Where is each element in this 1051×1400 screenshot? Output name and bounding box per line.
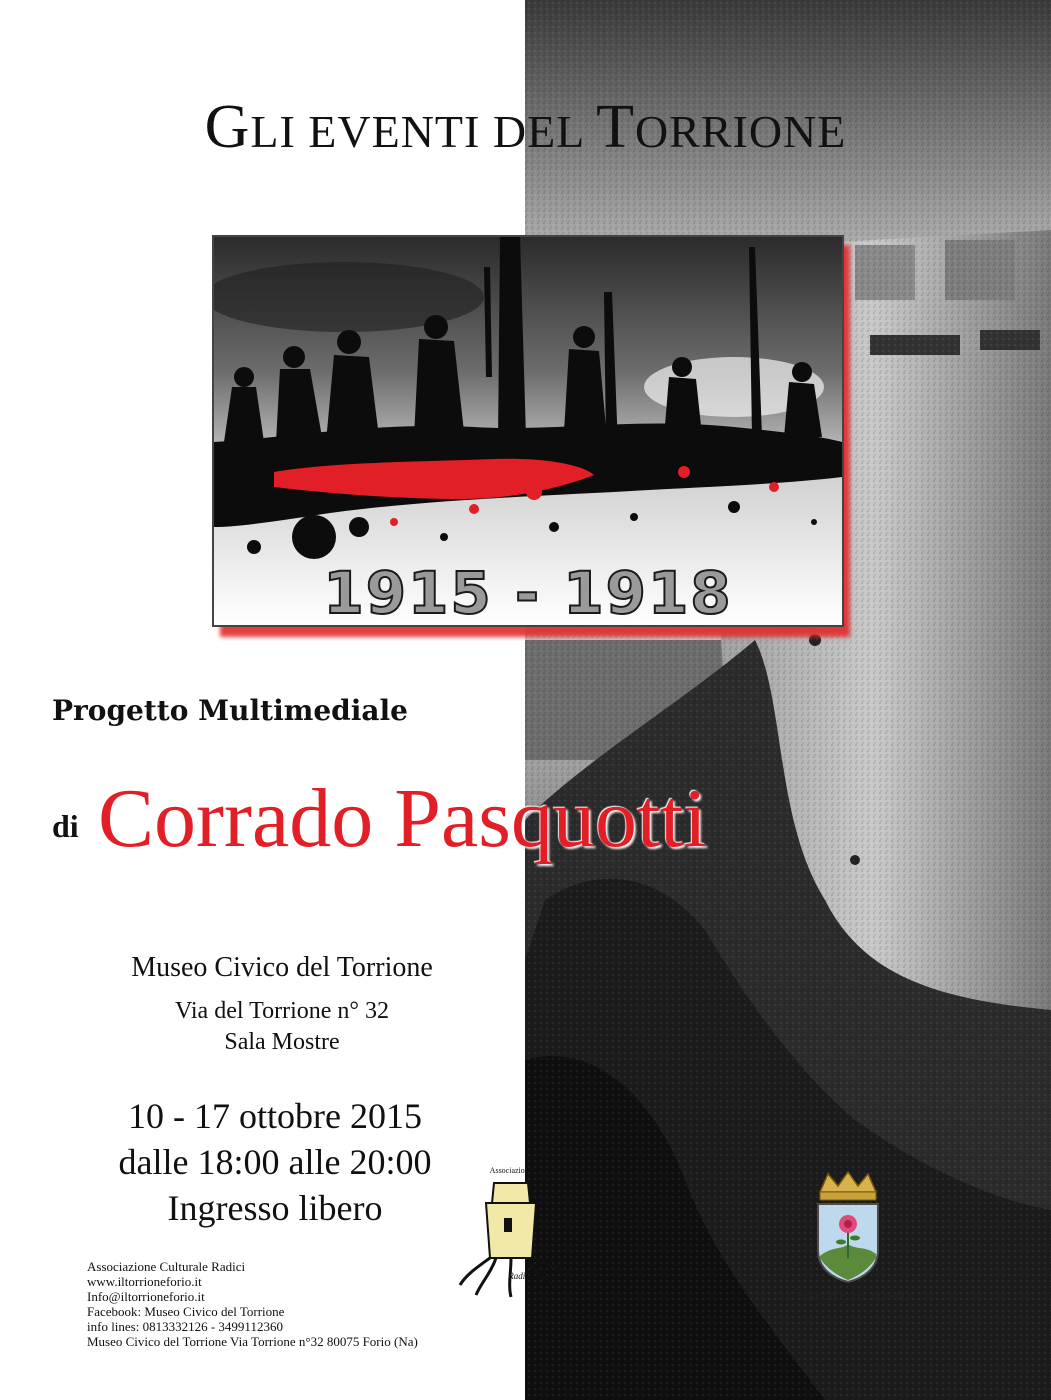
years-label: 1915 - 1918 [323, 559, 733, 627]
venue-name: Museo Civico del Torrione [131, 952, 433, 983]
comune-label: COMUNE DI FORIO [788, 1288, 912, 1303]
comune-coat-of-arms-icon [808, 1170, 888, 1285]
contact-facebook: Facebook: Museo Civico del Torrione [87, 1304, 285, 1319]
war-illustration-frame [212, 235, 844, 627]
contact-email: Info@iltorrioneforio.it [87, 1289, 205, 1304]
project-subtitle: Progetto Multimediale [52, 694, 408, 727]
contact-address: Museo Civico del Torrione Via Torrione n°32 80075 Forio (Na) [87, 1334, 418, 1349]
venue-block [52, 950, 512, 1056]
event-entry: Ingresso libero [167, 1188, 383, 1228]
schedule-block [40, 1093, 510, 1231]
poster-title [0, 92, 1051, 163]
association-logo-caption: Associazione [489, 1166, 533, 1175]
event-hours: dalle 18:00 alle 20:00 [118, 1142, 432, 1182]
contact-line: Associazione Culturale Radici [87, 1259, 246, 1274]
author-name: Corrado Pasquotti [98, 772, 707, 865]
event-dates: 10 - 17 ottobre 2015 [128, 1096, 422, 1136]
title-initial-1: G [204, 93, 251, 161]
title-text-1: LI EVENTI DEL [250, 106, 597, 157]
author-prefix: di [52, 808, 79, 844]
association-logo-word: Radici [508, 1271, 532, 1281]
association-radici-logo-icon [456, 1163, 566, 1298]
tower-photo [525, 0, 1051, 1400]
contacts-block [87, 1259, 418, 1349]
venue-room: Sala Mostre [224, 1029, 340, 1055]
contact-website: www.iltorrioneforio.it [87, 1274, 202, 1289]
contact-phones: info lines: 0813332126 - 3499112360 [87, 1319, 283, 1334]
title-text-2: ORRIONE [634, 106, 847, 157]
title-initial-2: T [596, 93, 635, 161]
venue-address: Via del Torrione n° 32 [175, 998, 389, 1024]
